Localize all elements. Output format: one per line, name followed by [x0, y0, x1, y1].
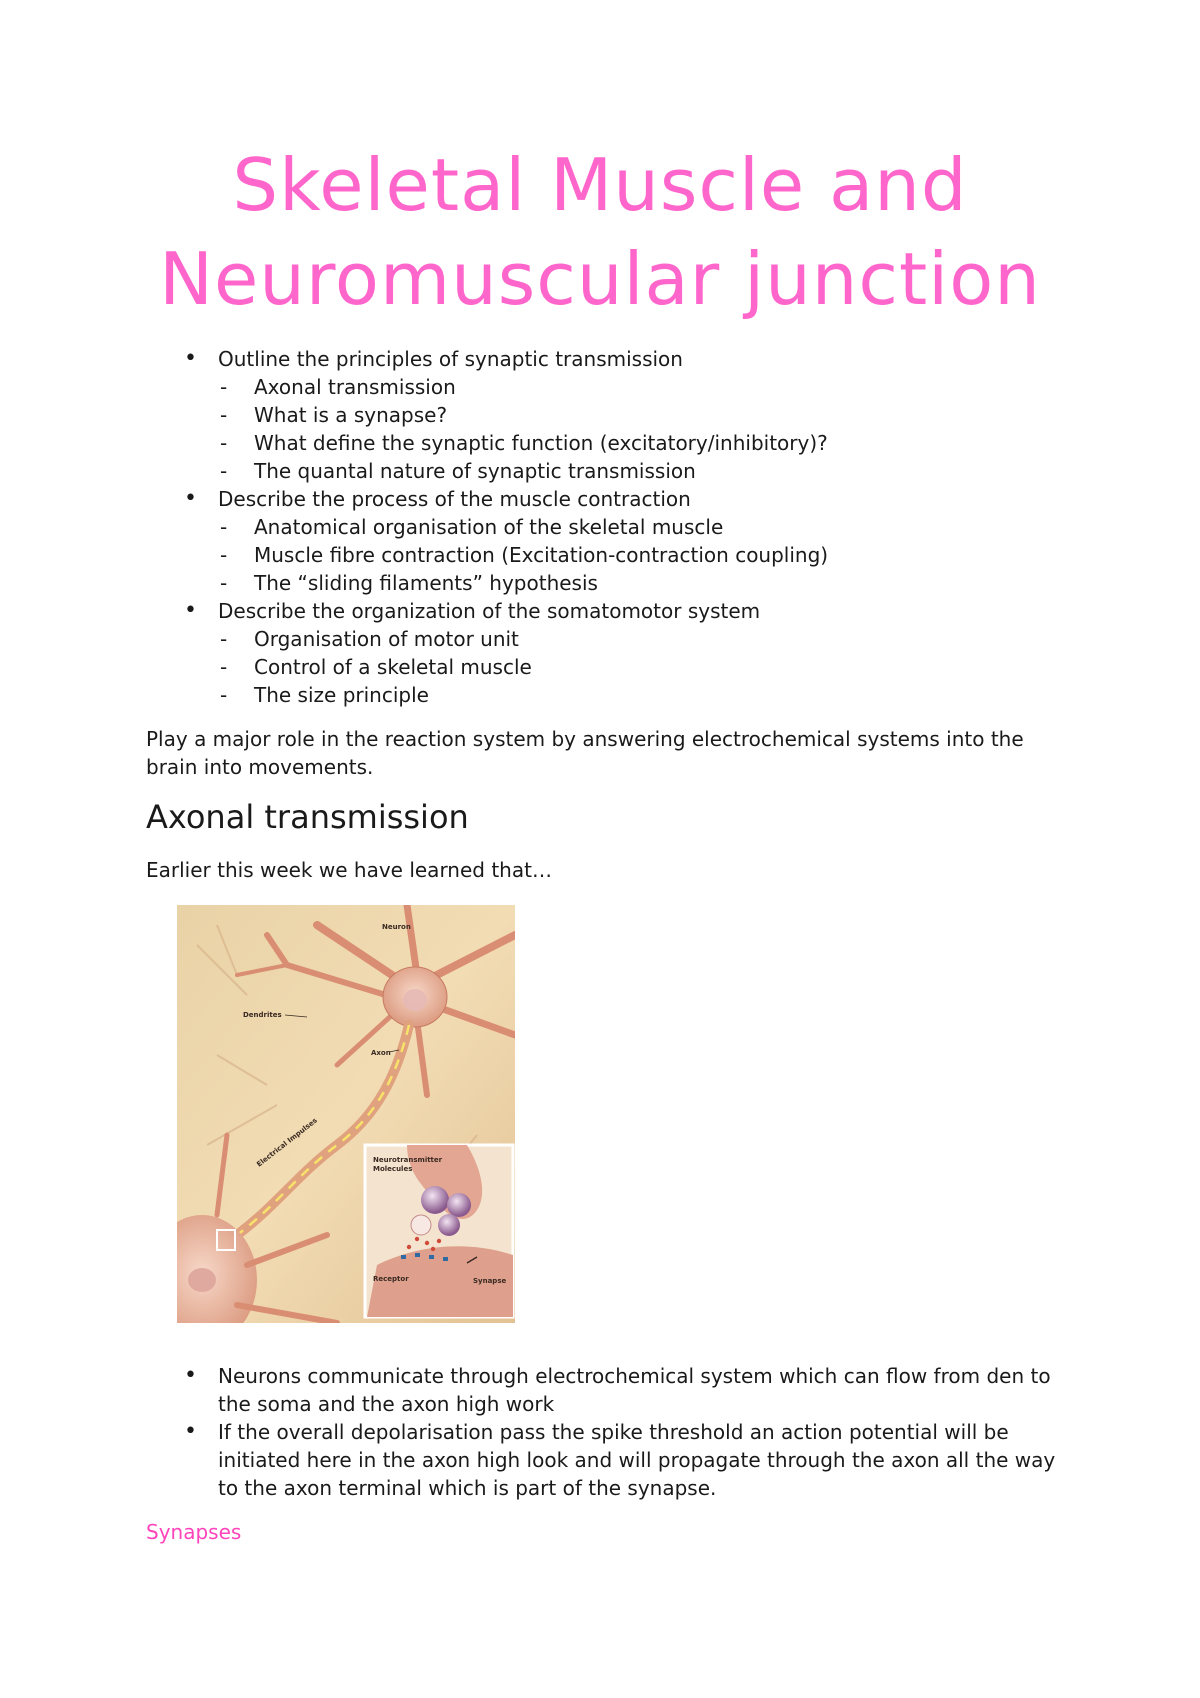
label-neuron: Neuron	[382, 923, 411, 931]
neuron-nucleus	[403, 989, 427, 1011]
label-electrical-impulses: Electrical Impulses	[255, 1116, 319, 1169]
outline-item	[176, 345, 1076, 485]
section-heading: Axonal transmission	[146, 798, 469, 836]
label-dendrites: Dendrites	[243, 1011, 282, 1019]
learning-outline	[176, 345, 1076, 709]
neuron-illustration-svg	[177, 905, 515, 1323]
label-neurotransmitter: Neurotransmitter	[373, 1156, 443, 1164]
outline-item	[176, 485, 1076, 597]
outline-sublist	[218, 625, 1076, 709]
outline-subitem: - The size principle	[218, 681, 1076, 709]
intro-paragraph: Play a major role in the reaction system by answering electrochemical systems into the brain into movements.	[146, 727, 1024, 779]
label-receptor: Receptor	[373, 1275, 409, 1283]
neuron-illustration	[177, 905, 515, 1323]
outline-subitem: - The quantal nature of synaptic transmission	[218, 457, 1076, 485]
outline-subitem: - What is a synapse?	[218, 401, 1076, 429]
outline-subitem: - Muscle fibre contraction (Excitation-contraction coupling)	[218, 541, 1076, 569]
target-nucleus	[188, 1268, 216, 1292]
bullet-item: • If the overall depolarisation pass the spike threshold an action potential will be initiated here in the axon high look and will propagate through the axon all the way to the axon terminal which is part of the synapse.	[176, 1418, 1076, 1502]
label-synapse: Synapse	[473, 1277, 507, 1285]
bullet-item: • Neurons communicate through electrochemical system which can flow from den to the soma and the axon high work	[176, 1362, 1076, 1418]
label-molecules: Molecules	[373, 1165, 413, 1173]
axonal-bullets	[176, 1362, 1076, 1502]
outline-subitem: - Control of a skeletal muscle	[218, 653, 1076, 681]
outline-item	[176, 597, 1076, 709]
synapses-heading: Synapses	[146, 1520, 242, 1544]
section-intro: Earlier this week we have learned that…	[146, 858, 552, 882]
outline-subitem: - The “sliding filaments” hypothesis	[218, 569, 1076, 597]
page-title	[0, 138, 1200, 326]
outline-item-text: Describe the process of the muscle contraction	[218, 487, 691, 511]
outline-item-text: Describe the organization of the somatomotor system	[218, 599, 761, 623]
outline-sublist	[218, 513, 1076, 597]
outline-sublist	[218, 373, 1076, 485]
outline-subitem: - Axonal transmission	[218, 373, 1076, 401]
title-line-2: Neuromuscular junction	[159, 237, 1041, 321]
outline-subitem: - What define the synaptic function (excitatory/inhibitory)?	[218, 429, 1076, 457]
outline-subitem: - Organisation of motor unit	[218, 625, 1076, 653]
outline-item-text: Outline the principles of synaptic transmission	[218, 347, 683, 371]
title-line-1: Skeletal Muscle and	[232, 143, 968, 227]
outline-subitem: - Anatomical organisation of the skeletal muscle	[218, 513, 1076, 541]
label-axon: Axon	[371, 1049, 391, 1057]
